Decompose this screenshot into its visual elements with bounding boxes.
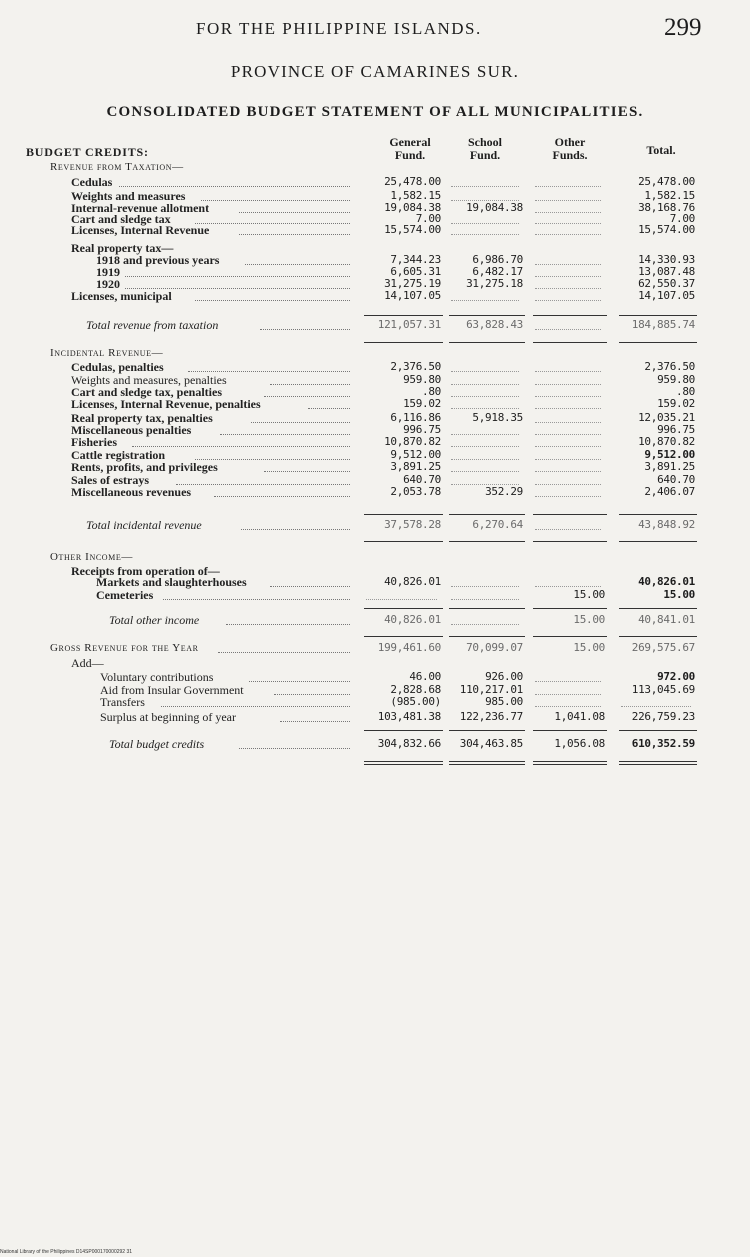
row-label: Voluntary contributions	[100, 670, 214, 684]
cell-value: 7.00	[415, 212, 441, 225]
row-label: Real property tax, penalties	[71, 411, 213, 425]
cell-value: 62,550.37	[638, 277, 695, 290]
dot-leader	[220, 434, 350, 435]
total-rule	[449, 315, 525, 316]
column-header-line2: Fund.	[469, 148, 501, 162]
total-rule	[449, 342, 525, 343]
dot-leader	[218, 652, 350, 653]
dot-leader	[241, 529, 350, 530]
total-rule	[533, 514, 607, 515]
dot-leader	[249, 681, 350, 682]
blank-cell-fill	[535, 200, 601, 201]
dot-leader	[195, 223, 350, 224]
row-label: Total incidental revenue	[86, 518, 202, 532]
blank-cell-fill	[451, 234, 519, 235]
cell-value: (985.00)	[390, 695, 441, 708]
blank-cell-fill	[535, 288, 601, 289]
total-rule	[449, 514, 525, 515]
row-label: Internal-revenue allotment	[71, 201, 210, 215]
total-rule	[619, 514, 697, 515]
cell-value: 972.00	[657, 670, 695, 683]
blank-cell-fill	[535, 496, 601, 497]
total-rule	[619, 315, 697, 316]
dot-leader	[226, 624, 350, 625]
dot-leader	[270, 384, 350, 385]
dot-leader	[239, 234, 350, 235]
cell-value: 14,330.93	[638, 253, 695, 266]
cell-value: 6,116.86	[390, 411, 441, 424]
blank-cell-fill	[451, 624, 519, 625]
dot-leader	[264, 396, 350, 397]
blank-cell-fill	[535, 396, 601, 397]
row-label: Licenses, Internal Revenue, penalties	[71, 397, 261, 411]
row-label: Incidental Revenue—	[50, 347, 164, 359]
cell-value: 6,270.64	[472, 518, 523, 531]
cell-value: 3,891.25	[644, 460, 695, 473]
row-label: 1920	[96, 277, 120, 291]
dot-leader	[239, 748, 350, 749]
cell-value: 1,582.15	[644, 189, 695, 202]
total-rule	[533, 541, 607, 542]
cell-value: 19,084.38	[466, 201, 523, 214]
total-rule	[364, 342, 443, 343]
dot-leader	[163, 599, 350, 600]
cell-value: 37,578.28	[384, 518, 441, 531]
cell-value: 2,053.78	[390, 485, 441, 498]
total-rule	[364, 764, 443, 765]
column-header-line1: School	[467, 135, 502, 149]
row-label: Licenses, municipal	[71, 289, 172, 303]
dot-leader	[270, 586, 350, 587]
cell-value: 996.75	[657, 423, 695, 436]
total-rule	[364, 730, 443, 731]
dot-leader	[280, 721, 350, 722]
total-rule	[619, 730, 697, 731]
column-header-1	[370, 136, 450, 162]
cell-value: 40,826.01	[384, 613, 441, 626]
cell-value: 6,986.70	[472, 253, 523, 266]
cell-value: 2,406.07	[644, 485, 695, 498]
row-label: Transfers	[100, 695, 145, 709]
cell-value: 5,918.35	[472, 411, 523, 424]
row-label: Gross Revenue for the Year	[50, 642, 199, 654]
row-label: Total budget credits	[109, 737, 205, 751]
total-rule	[364, 315, 443, 316]
cell-value: 1,056.08	[554, 737, 605, 750]
total-rule	[619, 764, 697, 765]
total-rule	[533, 761, 607, 762]
statement-title: CONSOLIDATED BUDGET STATEMENT OF ALL MUNICIPALITIES.	[106, 104, 644, 120]
column-header-line2: Funds.	[552, 148, 588, 162]
cell-value: 15.00	[573, 641, 605, 654]
cell-value: 9,512.00	[644, 448, 695, 461]
blank-cell-fill	[535, 694, 601, 695]
total-rule	[533, 730, 607, 731]
blank-cell-fill	[535, 223, 601, 224]
row-label: Weights and measures, penalties	[71, 373, 227, 387]
cell-value: 1,582.15	[390, 189, 441, 202]
cell-value: 103,481.38	[377, 710, 441, 723]
cell-value: 10,870.82	[638, 435, 695, 448]
dot-leader	[195, 300, 350, 301]
blank-cell-fill	[535, 484, 601, 485]
dot-leader	[214, 496, 350, 497]
blank-cell-fill	[535, 471, 601, 472]
cell-value: 3,891.25	[390, 460, 441, 473]
cell-value: 640.70	[657, 473, 695, 486]
column-header-line1: Total.	[646, 143, 676, 157]
cell-value: 43,848.92	[638, 518, 695, 531]
blank-cell-fill	[535, 384, 601, 385]
cell-value: 15,574.00	[638, 223, 695, 236]
cell-value: 121,057.31	[377, 318, 441, 331]
row-label: Revenue from Taxation—	[50, 161, 184, 173]
total-rule	[364, 541, 443, 542]
province-heading: PROVINCE OF CAMARINES SUR.	[230, 62, 520, 81]
dot-leader	[125, 276, 350, 277]
blank-cell-fill	[535, 276, 601, 277]
column-header-line2: Fund.	[394, 148, 426, 162]
total-rule	[533, 342, 607, 343]
dot-leader	[239, 212, 350, 213]
cell-value: 959.80	[657, 373, 695, 386]
dot-leader	[161, 706, 350, 707]
blank-cell-fill	[535, 212, 601, 213]
dot-leader	[260, 329, 350, 330]
blank-cell-fill	[451, 459, 519, 460]
row-label: Surplus at beginning of year	[100, 710, 236, 724]
cell-value: 15.00	[573, 613, 605, 626]
row-label: Total revenue from taxation	[86, 318, 219, 332]
blank-cell-fill	[535, 264, 601, 265]
cell-value: 40,841.01	[638, 613, 695, 626]
row-label: Fisheries	[71, 435, 117, 449]
cell-value: 610,352.59	[631, 737, 695, 750]
blank-cell-fill	[621, 706, 691, 707]
dot-leader	[188, 371, 350, 372]
row-label: Markets and slaughterhouses	[96, 575, 247, 589]
row-label: Cattle registration	[71, 448, 166, 462]
column-header-4	[621, 144, 701, 157]
row-label: BUDGET CREDITS:	[26, 145, 149, 159]
cell-value: 159.02	[403, 397, 441, 410]
cell-value: 159.02	[657, 397, 695, 410]
total-rule	[449, 764, 525, 765]
cell-value: 6,605.31	[390, 265, 441, 278]
blank-cell-fill	[535, 586, 601, 587]
blank-cell-fill	[451, 384, 519, 385]
cell-value: 2,376.50	[644, 360, 695, 373]
blank-cell-fill	[366, 599, 437, 600]
dot-leader	[176, 484, 350, 485]
blank-cell-fill	[451, 599, 519, 600]
blank-cell-fill	[535, 422, 601, 423]
cell-value: 46.00	[409, 670, 441, 683]
cell-value: 31,275.18	[466, 277, 523, 290]
cell-value: 269,575.67	[631, 641, 695, 654]
running-head: FOR THE PHILIPPINE ISLANDS.	[196, 19, 482, 38]
cell-value: 70,099.07	[466, 641, 523, 654]
blank-cell-fill	[535, 300, 601, 301]
total-rule	[364, 608, 443, 609]
cell-value: 304,463.85	[459, 737, 523, 750]
dot-leader	[308, 408, 350, 409]
cell-value: 184,885.74	[631, 318, 695, 331]
blank-cell-fill	[451, 434, 519, 435]
total-rule	[449, 636, 525, 637]
row-label: Cedulas, penalties	[71, 360, 164, 374]
total-rule	[533, 315, 607, 316]
blank-cell-fill	[451, 471, 519, 472]
total-rule	[449, 761, 525, 762]
cell-value: 40,826.01	[638, 575, 695, 588]
total-rule	[533, 608, 607, 609]
total-rule	[364, 636, 443, 637]
blank-cell-fill	[535, 186, 601, 187]
cell-value: 6,482.17	[472, 265, 523, 278]
total-rule	[364, 761, 443, 762]
row-label: Sales of estrays	[71, 473, 149, 487]
cell-value: 12,035.21	[638, 411, 695, 424]
total-rule	[364, 514, 443, 515]
row-label: Cart and sledge tax	[71, 212, 171, 226]
dot-leader	[264, 471, 350, 472]
cell-value: 122,236.77	[459, 710, 523, 723]
blank-cell-fill	[451, 408, 519, 409]
blank-cell-fill	[535, 371, 601, 372]
row-label: Real property tax—	[71, 241, 174, 255]
row-label: Cemeteries	[96, 588, 154, 602]
dot-leader	[201, 200, 350, 201]
cell-value: 13,087.48	[638, 265, 695, 278]
total-rule	[533, 764, 607, 765]
dot-leader	[132, 446, 350, 447]
cell-value: 1,041.08	[554, 710, 605, 723]
row-label: 1918 and previous years	[96, 253, 220, 267]
cell-value: 15.00	[573, 588, 605, 601]
dot-leader	[119, 186, 350, 187]
cell-value: 15,574.00	[384, 223, 441, 236]
cell-value: 926.00	[485, 670, 523, 683]
cell-value: 304,832.66	[377, 737, 441, 750]
cell-value: 2,828.68	[390, 683, 441, 696]
cell-value: .80	[676, 385, 695, 398]
cell-value: 7.00	[669, 212, 695, 225]
cell-value: 9,512.00	[390, 448, 441, 461]
blank-cell-fill	[535, 446, 601, 447]
total-rule	[449, 730, 525, 731]
cell-value: 63,828.43	[466, 318, 523, 331]
cell-value: 25,478.00	[638, 175, 695, 188]
cell-value: 352.29	[485, 485, 523, 498]
column-header-line1: General	[389, 135, 431, 149]
cell-value: 226,759.23	[631, 710, 695, 723]
total-rule	[449, 541, 525, 542]
cell-value: 40,826.01	[384, 575, 441, 588]
blank-cell-fill	[535, 459, 601, 460]
cell-value: 996.75	[403, 423, 441, 436]
cell-value: 7,344.23	[390, 253, 441, 266]
total-rule	[533, 636, 607, 637]
blank-cell-fill	[535, 234, 601, 235]
total-rule	[619, 342, 697, 343]
row-label: Licenses, Internal Revenue	[71, 223, 210, 237]
row-label: Other Income—	[50, 551, 133, 563]
row-label: Total other income	[109, 613, 200, 627]
column-header-line1: Other	[554, 135, 586, 149]
blank-cell-fill	[451, 300, 519, 301]
cell-value: .80	[422, 385, 441, 398]
row-label: Weights and measures	[71, 189, 186, 203]
blank-cell-fill	[535, 329, 601, 330]
cell-value: 14,107.05	[384, 289, 441, 302]
page-number: 299	[664, 14, 702, 41]
row-label: Miscellaneous revenues	[71, 485, 192, 499]
cell-value: 985.00	[485, 695, 523, 708]
row-label: Receipts from operation of—	[71, 564, 220, 578]
cell-value: 14,107.05	[638, 289, 695, 302]
scan-identifier: National Library of the Philippines D14SP000170000292 31	[0, 1249, 133, 1255]
total-rule	[619, 761, 697, 762]
dot-leader	[251, 422, 350, 423]
total-rule	[619, 541, 697, 542]
total-rule	[619, 608, 697, 609]
cell-value: 2,376.50	[390, 360, 441, 373]
row-label: Miscellaneous penalties	[71, 423, 192, 437]
column-header-3	[530, 136, 610, 162]
total-rule	[449, 608, 525, 609]
blank-cell-fill	[451, 371, 519, 372]
row-label: Rents, profits, and privileges	[71, 460, 218, 474]
cell-value: 959.80	[403, 373, 441, 386]
blank-cell-fill	[451, 186, 519, 187]
dot-leader	[274, 694, 350, 695]
cell-value: 25,478.00	[384, 175, 441, 188]
cell-value: 19,084.38	[384, 201, 441, 214]
blank-cell-fill	[535, 706, 601, 707]
cell-value: 110,217.01	[459, 683, 523, 696]
cell-value: 15.00	[663, 588, 695, 601]
cell-value: 113,045.69	[631, 683, 695, 696]
blank-cell-fill	[451, 223, 519, 224]
blank-cell-fill	[535, 529, 601, 530]
blank-cell-fill	[451, 586, 519, 587]
row-label: Cedulas	[71, 175, 113, 189]
blank-cell-fill	[451, 446, 519, 447]
blank-cell-fill	[535, 434, 601, 435]
cell-value: 38,168.76	[638, 201, 695, 214]
cell-value: 640.70	[403, 473, 441, 486]
cell-value: 10,870.82	[384, 435, 441, 448]
cell-value: 199,461.60	[377, 641, 441, 654]
dot-leader	[245, 264, 350, 265]
cell-value: 31,275.19	[384, 277, 441, 290]
row-label: Add—	[71, 656, 104, 670]
blank-cell-fill	[535, 408, 601, 409]
blank-cell-fill	[451, 396, 519, 397]
column-header-2	[445, 136, 525, 162]
row-label: Cart and sledge tax, penalties	[71, 385, 222, 399]
row-label: 1919	[96, 265, 120, 279]
blank-cell-fill	[535, 681, 601, 682]
total-rule	[619, 636, 697, 637]
row-label: Aid from Insular Government	[100, 683, 244, 697]
